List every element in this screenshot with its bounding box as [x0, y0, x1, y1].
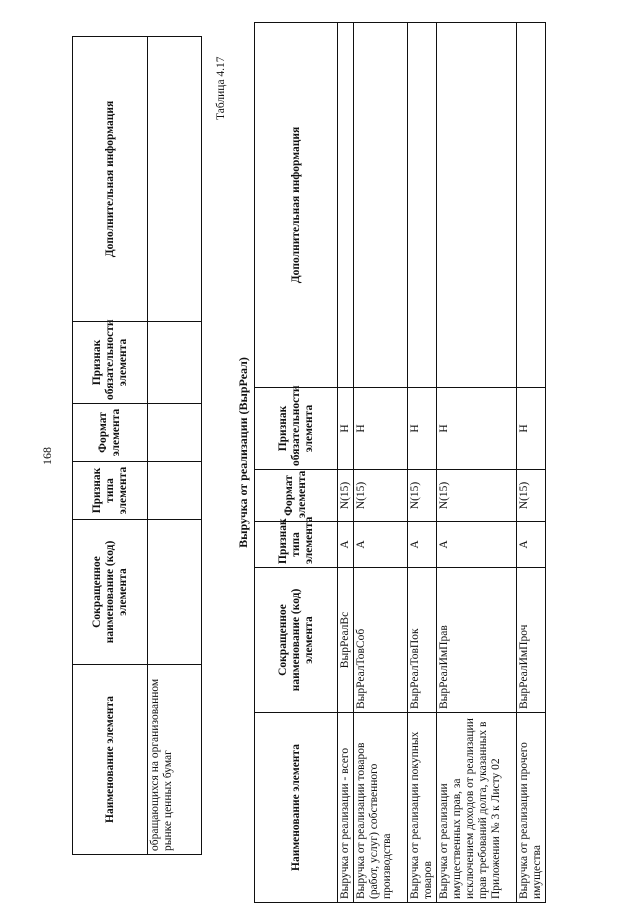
cell-type	[148, 462, 202, 520]
cell-info	[338, 23, 354, 388]
cell-required: Н	[354, 388, 408, 470]
cell-code: ВырРеалТовПок	[408, 568, 437, 713]
page-number: 168	[40, 447, 54, 465]
column-header: Признак обязательности элемента	[255, 388, 338, 470]
cell-type: А	[517, 522, 546, 568]
cell-info	[354, 23, 408, 388]
cell-code: ВырРеалВс	[338, 568, 354, 713]
main-table-header	[255, 23, 338, 903]
cell-info	[437, 23, 517, 388]
cell-type: А	[354, 522, 408, 568]
cell-format: N(15)	[437, 470, 517, 522]
column-header: Признак типа элемента	[255, 522, 338, 568]
column-header: Сокращенное наименование (код) элемента	[73, 520, 148, 665]
cell-required: Н	[338, 388, 354, 470]
cell-format: N(15)	[354, 470, 408, 522]
cell-required	[148, 322, 202, 404]
table-row	[517, 23, 546, 903]
column-header: Дополнительная информация	[73, 37, 148, 322]
cell-info	[517, 23, 546, 388]
table-row	[408, 23, 437, 903]
main-table	[254, 22, 546, 903]
table-row	[338, 23, 354, 903]
column-header: Дополнительная информация	[255, 23, 338, 388]
cell-required: Н	[408, 388, 437, 470]
cell-code: ВырРеалИмПроч	[517, 568, 546, 713]
section-title: Выручка от реализации (ВырРеал)	[236, 357, 250, 548]
column-header: Формат элемента	[73, 404, 148, 462]
cell-name: Выручка от реализации имущественных прав, за исключением доходов от реализации прав требований долга, указанных в Приложении № 3 к Листу 02	[437, 713, 517, 903]
cell-name: обращающихся на организованном рынке ценных бумаг	[148, 665, 202, 855]
cell-code: ВырРеалИмПрав	[437, 568, 517, 713]
cell-format: N(15)	[338, 470, 354, 522]
column-header: Признак обязательности элемента	[73, 322, 148, 404]
column-header: Сокращенное наименование (код) элемента	[255, 568, 338, 713]
cell-format: N(15)	[408, 470, 437, 522]
table-caption: Таблица 4.17	[215, 56, 227, 120]
continued-table-header	[73, 37, 148, 855]
cell-name: Выручка от реализации - всего	[338, 713, 354, 903]
column-header: Признак типа элемента	[73, 462, 148, 520]
cell-info	[148, 37, 202, 322]
cell-name: Выручка от реализации покупных товаров	[408, 713, 437, 903]
column-header: Формат элемента	[255, 470, 338, 522]
cell-type: А	[338, 522, 354, 568]
cell-required: Н	[437, 388, 517, 470]
cell-code: ВырРеалТовСоб	[354, 568, 408, 713]
cell-format: N(15)	[517, 470, 546, 522]
cell-name: Выручка от реализации прочего имущества	[517, 713, 546, 903]
cell-name: Выручка от реализации товаров (работ, услуг) собственного производства	[354, 713, 408, 903]
cell-type: А	[408, 522, 437, 568]
cell-format	[148, 404, 202, 462]
cell-type: А	[437, 522, 517, 568]
table-row	[437, 23, 517, 903]
column-header: Наименование элемента	[73, 665, 148, 855]
continued-table	[72, 36, 202, 855]
cell-code	[148, 520, 202, 665]
cell-required: Н	[517, 388, 546, 470]
table-row	[148, 37, 202, 855]
table-row	[354, 23, 408, 903]
column-header: Наименование элемента	[255, 713, 338, 903]
cell-info	[408, 23, 437, 388]
